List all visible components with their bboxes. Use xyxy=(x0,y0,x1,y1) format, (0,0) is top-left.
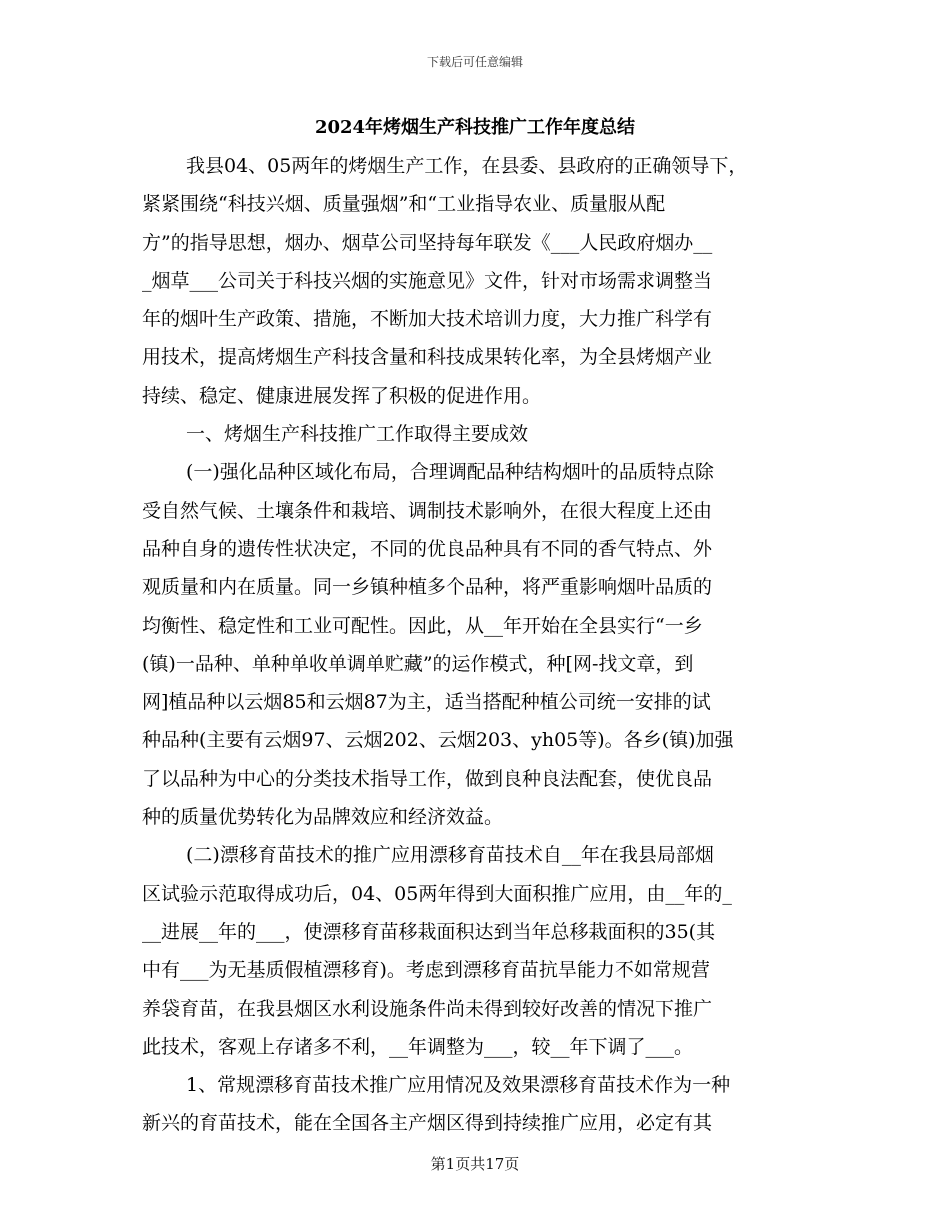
document-body xyxy=(142,147,818,1143)
text-line: _烟草___公司关于科技兴烟的实施意见》文件，针对市场需求调整当 xyxy=(142,269,713,292)
text-line: 品种自身的遗传性状决定，不同的优良品种具有不同的香气特点、外 xyxy=(142,537,713,560)
text-line: 区试验示范取得成功后，04、05两年得到大面积推广应用，由__年的_ xyxy=(142,882,732,905)
text-line: 种品种(主要有云烟97、云烟202、云烟203、yh05等)。各乡(镇)加强 xyxy=(142,729,734,752)
document-title: 2024年烤烟生产科技推广工作年度总结 xyxy=(314,117,636,138)
text-line: 此技术，客观上存诸多不利，__年调整为___，较__年下调了___。 xyxy=(142,1035,694,1058)
page-header-note: 下载后可任意编辑 xyxy=(426,55,523,69)
text-line: 养袋育苗，在我县烟区水利设施条件尚未得到较好改善的情况下推广 xyxy=(142,997,713,1020)
text-line: (二)漂移育苗技术的推广应用漂移育苗技术自__年在我县局部烟 xyxy=(186,844,714,867)
text-line: 1、常规漂移育苗技术推广应用情况及效果漂移育苗技术作为一种 xyxy=(186,1074,731,1097)
text-line: 观质量和内在质量。同一乡镇种植多个品种，将严重影响烟叶品质的 xyxy=(142,576,713,599)
text-line: 中有___为无基质假植漂移育)。考虑到漂移育苗抗旱能力不如常规营 xyxy=(142,959,710,982)
text-line: 新兴的育苗技术，能在全国各主产烟区得到持续推广应用，必定有其 xyxy=(142,1112,713,1135)
text-line: (镇)一品种、单种单收单调单贮藏”的运作模式，种[网-找文章，到 xyxy=(142,652,694,675)
text-line: 持续、稳定、健康进展发挥了积极的促进作用。 xyxy=(142,384,542,407)
text-line: 种的质量优势转化为品牌效应和经济效益。 xyxy=(142,806,504,829)
text-line: 紧紧围绕“科技兴烟、质量强烟”和“工业指导农业、质量服从配 xyxy=(142,193,666,216)
text-line: __进展__年的___，使漂移育苗移栽面积达到当年总移栽面积的35(其 xyxy=(142,920,716,943)
text-line: 我县04、05两年的烤烟生产工作，在县委、县政府的正确领导下， xyxy=(186,155,748,177)
page-number: 第1页共17页 xyxy=(430,1155,520,1173)
section-heading: 一、烤烟生产科技推广工作取得主要成效 xyxy=(186,423,529,446)
text-line: 方”的指导思想，烟办、烟草公司坚持每年联发《___人民政府烟办__ xyxy=(142,231,713,254)
text-line: 网]植品种以云烟85和云烟87为主，适当搭配种植公司统一安排的试 xyxy=(142,691,711,714)
text-line: 用技术，提高烤烟生产科技含量和科技成果转化率，为全县烤烟产业 xyxy=(142,346,713,369)
text-line: 了以品种为中心的分类技术指导工作，做到良种良法配套，使优良品 xyxy=(142,767,713,790)
text-line: 均衡性、稳定性和工业可配性。因此，从__年开始在全县实行“一乡 xyxy=(142,614,703,637)
text-line: (一)强化品种区域化布局，合理调配品种结构烟叶的品质特点除 xyxy=(186,461,714,484)
text-line: 受自然气候、土壤条件和栽培、调制技术影响外，在很大程度上还由 xyxy=(142,499,713,522)
text-line: 年的烟叶生产政策、措施，不断加大技术培训力度，大力推广科学有 xyxy=(142,308,713,331)
